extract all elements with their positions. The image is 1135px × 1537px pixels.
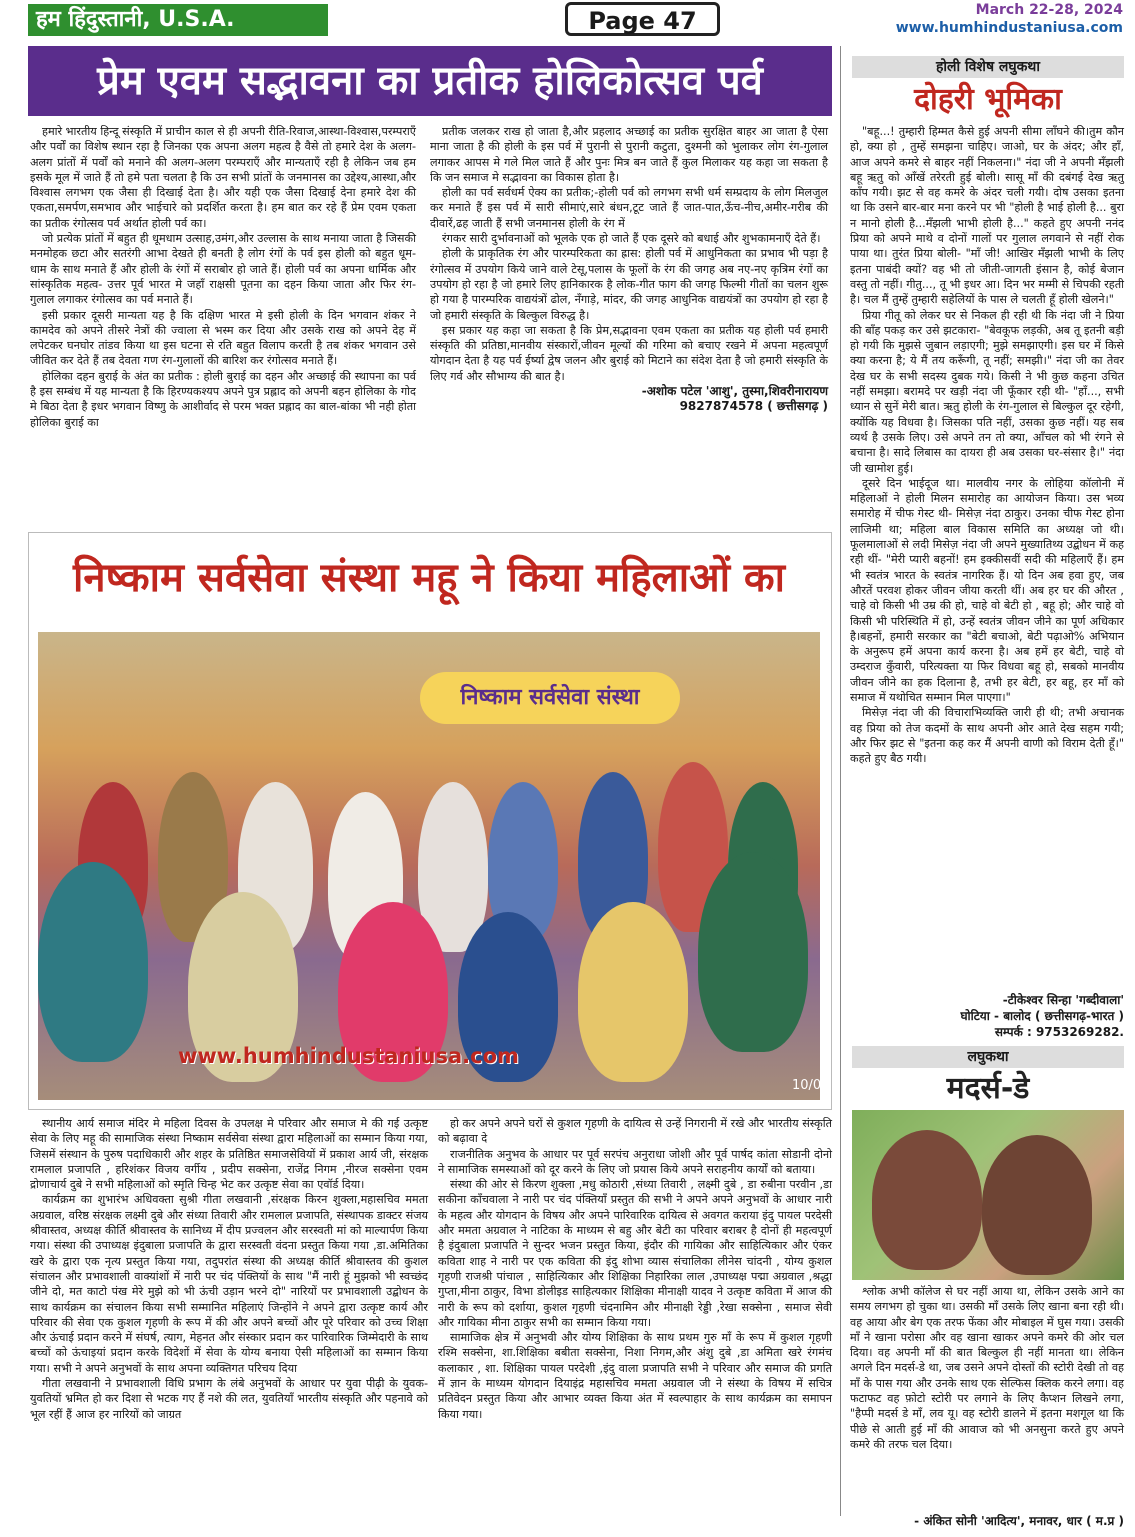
sidebar-story2-text	[850, 1284, 1124, 1452]
sidebar-story2-author: - अंकित सोनी 'आदित्य', मनावर, धार ( म.प्र )	[914, 1514, 1124, 1528]
sidebar-story2-label: लघुकथा	[852, 1046, 1124, 1068]
sidebar-story1-author	[850, 992, 1124, 1040]
sidebar-story1-title: दोहरी भूमिका	[914, 82, 1062, 117]
paragraph: प्रतीक जलकर राख हो जाता है,और प्रहलाद अच्छाई का प्रतीक सुरक्षित बाहर आ जाता है ऐसा माना जाता है की होली के इस पर्व में पुरानी से पुरानी कटुता, दुश्मनी को भुलाकर लोग रंग-गुलाल लगाकर आपस मे गले मिल जाते हैं और पुनः मित्र बन जाते हैं कुल मिलाकर यह कहा जा सकता है कि जन समाज मे सद्भावना का विकास होता है।	[430, 125, 828, 184]
newspaper-brand: हम हिंदुस्तानी, U.S.A.	[28, 4, 328, 36]
article2-headline: निष्काम सर्वसेवा संस्था महू ने किया महिलाओं का	[73, 555, 785, 601]
article2-right-column	[438, 1116, 832, 1422]
paragraph: दूसरे दिन भाईदूज था। मालवीय नगर के लोहिया कॉलोनी में महिलाओं ने होली मिलन समारोह का आयोजन किया। उस भव्य समारोह में चीफ गेस्ट थी- मिसेज़ नंदा ठाकुर। उनका चीफ गेस्ट होना लाजिमी था; महिला बाल विकास समिति का अध्यक्ष जो थी। फूलमालाओं से लदी मिसेज़ नंदा जी अपने मुख्यातिथ्य उद्बोधन में कह रही थीं- "मेरी प्यारी बहनों! हम इक्कीसवीं सदी की महिलाएँ हैं। हम भी स्वतंत्र भारत के स्वतंत्र नागरिक हैं। यो दिन अब हवा हुए, जब औरतें परवश होकर जीवन जीया करती थीं। अब हर घर की औरत , चाहे वो किसी भी उम्र की हो, चाहे वो बेटी हो , बहू हो; और चाहे वो किसी भी परिस्थिति में हो, उन्हें स्वतंत्र जीवन जीने का पूर्ण अधिकार है।बहनों, हमारी सरकार का "बेटी बचाओ, बेटी पढ़ाओ% अभियान के अनुरूप हमें अपना कार्य करना है। अब हमें हर बेटी, चाहे वो उम्दराज कुँवारी, परित्यक्ता या फिर विधवा बहू हो, सबको मानवीय जीवन जीने का हक दिलाना है, तभी हर बेटी, हर बहू, हर माँ को समाज में यथोचित सम्मान मिल पाएगा।"	[850, 476, 1124, 704]
author-place: घोटिया - बालोद ( छत्तीसगढ़-भारत )	[960, 1009, 1124, 1023]
author-name: -टीकेश्वर सिन्हा 'गब्दीवाला'	[1002, 993, 1124, 1007]
photo-credit-link[interactable]: www.humhindustaniusa.com	[178, 1044, 519, 1068]
paragraph: राजनीतिक अनुभव के आधार पर पूर्व सरपंच अनुराधा जोशी और पूर्व पार्षद कांता सोडानी दोनो ने सामाजिक समस्याओं को दूर करने के लिए जो प्रयास किये अपने सराहनीय कार्यों को बताया।	[438, 1147, 832, 1176]
article2-left-column	[30, 1116, 428, 1422]
paragraph: कार्यक्रम का शुभारंभ अधिवक्ता सुश्री गीता लखवानी ,संरक्षक किरन शुक्ला,महासचिव ममता अग्रवाल, वरिष्ठ संरक्षक लक्ष्मी दुबे और संध्या तिवारी और रामलाल प्रजापति, संस्थापक डाक्टर संजय श्रीवास्तव, अध्यक्ष कीर्ति श्रीवास्तव के सानिध्य में दीप प्रज्वलन और सरस्वती मां को माल्यार्पण किया गया। संस्था की उपाध्यक्ष इंदुबाला प्रजापति के द्वारा सरस्वती वंदना प्रस्तुत किया गया ,डा.अमितिका खरे के द्वारा एक नृत्य प्रस्तुत किया गया, तदुपरांत संस्था की अध्यक्ष कीर्ति श्रीवास्तव की कुशल संचालन और प्रभावशाली वाक्यांशों में नारी पर चंद पंक्तियों के साथ "मैं नारी हूं मुझको भी स्वच्छंद जीने दो, मत काटो पंख मेरे मुझे को भी ऊंची उड़ान भरने दो" नारियों पर प्रभावशाली उद्बोधन के साथ कार्यक्रम का संचालन किया सभी सम्मानित महिलाएं जिन्होंने ने अपने द्वारा उत्कृष्ट कार्य और परिवार की सेवा एक कुशल गृहणी के रूप में की और अपने बच्चों और पूरे परिवार को उच्च शिक्षा और ऊंचाई प्रदान करने में संघर्ष, त्याग, मेहनत और संस्कार प्रदान कर पारिवारिक जिम्मेदारी के साथ बच्चों को ऊंचाइयां प्रदान करके विदेशों में सेवा के योग्य बनाया ऐसी महिलाओं का सम्मान किया गया। सभी ने अपने अनुभवों के साथ अपना व्यक्तिगत परिचय दिया	[30, 1193, 428, 1375]
article1-phone: 9827874578 ( छत्तीसगढ़ )	[679, 399, 828, 414]
author-contact: सम्पर्क : 9753269282.	[994, 1025, 1124, 1039]
paragraph: संस्था की ओर से किरण शुक्ला ,मधु कोठारी ,संध्या तिवारी , लक्ष्मी दुबे , डा रुबीना परवीन ,डा सकीना काँचवाला ने नारी पर चंद पंक्तियाँ प्रस्तुत की सभी ने अपने अपने अनुभवों के आधार नारी के महत्व और योगदान के विषय और अपने पारिवारिक दायित्व से अवगत कराया इंदु पायल परदेसी और ममता अग्रवाल ने नाटिका के माध्यम से बहु और बेटी का परिवार बराबर है दोनों ही महत्वपूर्ण है इंदुबाला प्रजापति ने सुन्दर भजन प्रस्तुत किया, इंदौर की गायिका और साहित्यिकार और एंकर कविता शाह ने नारी पर एक कविता की इंदु शोभा व्यास संचालिका लीनेस चांदनी , योग्य कुशल गृहणी राजश्री पांचाल , साहित्यिकार और शिक्षिका निहारिका लाल ,उपाध्यक्ष पद्मा अग्रवाल ,श्रद्धा गुप्ता,मीना ठाकुर, विभा डोलीइड साहित्यकार शिक्षिका मीनाक्षी यादव ने उत्कृष्ट कविता में आज की नारी के रूप को दर्शाया, कुशल गृहणी चंदनामिन और मीनाक्षी रेड्डी ,रेखा सक्सेना , समाज सेवी और गायिका मीना ठाकुर सभी का सम्मान किया गया।	[438, 1178, 832, 1329]
paragraph: इस प्रकार यह कहा जा सकता है कि प्रेम,सद्भावना एवम एकता का प्रतीक यह होली पर्व हमारी संस्कृति की प्रतिष्ठा,मानवीय संस्कारों,जीवन मूल्यों की गरिमा को बचाए रखने में अपना महत्वपूर्ण योगदान देता है यह पर्व ईर्ष्या द्वेष जलन और बुराई को मिटाने का संदेश देता है जो हमारी संस्कृति के लिए गर्व और सौभाग्य की बात है।	[430, 323, 828, 383]
paragraph: गीता लखवानी ने प्रभावशाली विधि प्रभाग के लंबे अनुभवों के आधार पर युवा पीढ़ी के युवक-युवतियों भ्रमित हो कर दिशा से भटक गए हैं नशे की लत, युवतियाँ भारतीय संस्कृति और पहनावे को भूल रहीं हैं आज हर नारियों को जाग्रत	[30, 1377, 428, 1421]
sidebar-story2-title: मदर्स-डे	[946, 1071, 1030, 1106]
website-link[interactable]: www.humhindustaniusa.com	[895, 20, 1123, 36]
paragraph: "बहू...! तुम्हारी हिम्मत कैसे हुई अपनी सीमा लाँघने की।तुम कौन हो, क्या हो , तुम्हें समझना चाहिए। जाओ, घर के अंदर; और हाँ, आज अपने कमरे से बाहर नहीं निकलना।" नंदा जी ने अपनी मँझली बहू ऋतु को आँखें तरेरती हुई बोली। सासू माँ की दबंगई देख ऋतु काँप गयी। झट से वह कमरे के अंदर चली गयी। दोष उसका इतना था कि उसने बार-बार मना करने पर भी "होली है भाई होली है... बुरा न मानो होली है...मँझली भाभी होली है..." कहते हुए अपनी ननंद प्रिया को अपने माथे व दोनों गालों पर गुलाल लगवाने से नहीं रोक पाया था। तुरंत प्रिया बोली- "माँ जी! आखिर मँझली भाभी के लिए इतना पाबंदी क्यों? वह भी तो जीती-जागती इंसान है, कोई बेजान वस्तु तो नहीं। गीतु..., तू भी इधर आ। दिन भर मम्मी से चिपकी रहती है। चल मैं तुम्हें तुम्हारी सहेलियों के पास ले चलती हूँ होली खेलने।"	[850, 125, 1124, 307]
paragraph: होली के प्राकृतिक रंग और पारम्परिकता का ह्रास: होली पर्व में आधुनिकता का प्रभाव भी पड़ा है रंगोत्सव में उपयोग किये जाने वाले टेसू,पलास के फूलों के रंग की जगह अब नए-नए कृत्रिम रंगों का उपयोग हो रहा है जो हमारे लिए हानिकारक है लोक-गीत फाग की जगह फिल्मी गीतों का चलन शुरू हो गया है पारम्परिक वाद्ययंत्रों ढोल, नँगाड़े, मांदर, की जगह आधुनिक वाद्ययंत्रों का उपयोग हो रहा है जो हमारी संस्कृति के बिल्कुल विरुद्ध है।	[430, 247, 828, 322]
mother-daughter-photo	[852, 1110, 1124, 1280]
photo-timestamp: 10/0	[792, 1078, 822, 1093]
article1-headline: प्रेम एवम सद्भावना का प्रतीक होलिकोत्सव पर्व	[28, 46, 832, 116]
paragraph: इसी प्रकार दूसरी मान्यता यह है कि दक्षिण भारत मे इसी होली के दिन भगवान शंकर ने कामदेव को अपने तीसरे नेत्रों की ज्वाला से भस्म कर दिया और उसके राख को अपने देह में लपेटकर घनघोर तांडव किया था इस घटना से रति बहुत विलाप करती है तब शंकर भगवान उसे जीवित कर देते हैं तब देवता गण रंग-गुलालों की बारिश कर रंगोत्सव मनाते हैं।	[30, 308, 416, 368]
paragraph: जो प्रत्येक प्रांतों में बहुत ही धूमधाम उत्साह,उमंग,और उल्लास के साथ मनाया जाता है जिसकी मनमोहक छटा और सतरंगी आभा देखते ही बनती है लोग रंगों के पर्व इस होली को बहुत धूम-धाम के साथ मनाते हैं और होली के रंगों में सराबोर हो जाते हैं। होली पर्व का अपना धार्मिक और सांस्कृतिक महत्व- उत्तर पूर्व भारत मे जहाँ राक्षसी पूतना का दहन किया जाता और फिर रंग- गुलाल लगाकर रंगोत्सव का पर्व मनाते हैं।	[30, 232, 416, 307]
paragraph: मिसेज़ नंदा जी की विचाराभिव्यक्ति जारी ही थी; तभी अचानक वह प्रिया को तेज कदमों के साथ अपनी ओर आते देख सहम गयी; और फिर झट से "इतना कह कर मैं अपनी वाणी को विराम देती हूँ।" कहते हुए बैठ गयी।	[850, 706, 1124, 766]
paragraph: श्लोक अभी कॉलेज से घर नहीं आया था, लेकिन उसके आने का समय लगभग हो चुका था। उसकी माँ उसके लिए खाना बना रही थी। वह आया और बेग एक तरफ फेंका और मोबाइल में घुस गया। उसकी माँ ने खाना परोसा और वह खाना खाकर अपने कमरे की ओर चल दिया। वह अपनी माँ की बात बिल्कुल ही नहीं मानता था। लेकिन अगले दिन मदर्स-डे था, जब उसने अपने दोस्तों की स्टोरी देखी तो वह माँ के पास गया और उनके साथ एक सेल्फिस क्लिक करने लगा। वह फटाफट वह फ़ोटो स्टोरी पर लगाने के लिए कैप्शन लिखने लगा, "हैप्पी मदर्स डे माँ, लव यू। वह स्टोरी डालने में इतना मशगूल था कि पीछे से आती हुई माँ की आवाज को भी अनसुना करते हुए अपने कमरे की तरफ चल दिया।	[850, 1285, 1124, 1451]
paragraph: प्रिया गीतू को लेकर घर से निकल ही रही थी कि नंदा जी ने प्रिया की बाँह पकड़ कर उसे झटकारा- "बेवकूफ लड़की, अब तू इतनी बड़ी हो गयी कि मुझसे जुबान लड़ाएगी; मुझे समझाएगी। इस घर में किसे क्या करना है; ये मैं तय करूँगी, तू नहीं; समझी।" नंदा जी का तेवर देख घर के सभी सदस्य दुबक गये। किसी ने भी कुछ कहना उचित नहीं समझा। बरामदे पर खड़ी नंदा जी फूँकार रही थी- "हाँ..., सभी ध्यान से सुनें मेरी बात। ऋतु होली के रंग-गुलाल से बिल्कुल दूर रहेगी, क्योंकि यह विधवा है। जिसका पति नहीं, उसका कुछ नहीं। यह सब व्यर्थ है उसके लिए। उसे अपने तन तो क्या, आँचल को भी रंगने से बचाना है। सादे लिबास का दायरा ही अब उसका घर-संसार है।" नंदा जी खामोश हुई।	[850, 308, 1124, 475]
sidebar-story1-label: होली विशेष लघुकथा	[852, 56, 1124, 78]
paragraph: होलिका दहन बुराई के अंत का प्रतीक : होली बुराई का दहन और अच्छाई की स्थापना का पर्व है इस सम्बंध में यह मान्यता है कि हिरण्यकश्यप अपने पुत्र प्रह्लाद को अपनी बहन होलिका के गोद मे बिठा देता है इधर भगवान विष्णु के आशीर्वाद से परम भक्त प्रह्लाद का बाल-बांका भी नही होता होलिका बुराई का	[30, 369, 416, 429]
article1-left-column	[30, 124, 416, 430]
sidebar-divider	[840, 46, 841, 1516]
article1-right-column	[430, 124, 828, 415]
sidebar-story1-text	[850, 124, 1124, 766]
page-number: Page 47	[565, 2, 720, 36]
issue-date: March 22-28, 2024	[975, 2, 1123, 18]
paragraph: रंगकर सारी दुर्भावनाओं को भूलके एक हो जाते हैं एक दूसरे को बधाई और शुभकामनाएँ देते हैं।	[442, 232, 821, 246]
article1-author: -अशोक पटेल 'आशु', तुस्मा,शिवरीनारायण	[641, 384, 828, 399]
paragraph: सामाजिक क्षेत्र में अनुभवी और योग्य शिक्षिका के साथ प्रथम गुरु माँ के रूप में कुशल गृहणी रश्मि सक्सेना, शा.शिक्षिका बबीता सक्सेना, निशा निगम,और अंशु दुबे ,डा अमिता खरे रंगमंच कलाकार , शा. शिक्षिका पायल परदेशी ,इंदु वाला प्रजापति सभी ने परिवार और समाज की प्रगति में ज्ञान के माध्यम योगदान दियाइंद्र महासचिव ममता अग्रवाल जी ने संस्था के विषय में सचित्र प्रतिवेदन प्रस्तुत किया और आभार व्यक्त किया अंत में स्वल्पाहार के साथ कार्यक्रम का समापन किया गया।	[438, 1331, 832, 1421]
photo-banner-text: निष्काम सर्वसेवा संस्था	[420, 672, 680, 724]
paragraph: स्थानीय आर्य समाज मंदिर मे महिला दिवस के उपलक्ष मे परिवार और समाज मे की गई उत्कृष्ट सेवा के लिए महू की सामाजिक संस्था निष्काम सर्वसेवा संस्था द्वारा महिलाओं का सम्मान किया गया, जिसमें संस्थान के पुरुष पदाधिकारी और शहर के प्रतिष्ठित समाजसेवियों में प्रकाश आर्य जी, संरक्षक रामलाल प्रजापति , हरिशंकर विजय वर्गीय , प्रदीप सक्सेना, राजेंद्र निगम ,नीरज सक्सेना एवम द्रोणाचार्य दुबे ने सभी महिलाओं को स्मृति चिन्ह भेट कर उत्कृष्ट सेवा का एवॉर्ड दिया।	[30, 1117, 428, 1192]
paragraph: होली का पर्व सर्वधर्म ऐक्य का प्रतीक;-होली पर्व को लगभग सभी धर्म सम्प्रदाय के लोग मिलजुल कर मनाते हैं इस पर्व में सारी सीमाएं,सारे बंधन,टूट जाते हैं जात-पात,ऊँच-नीच,अमीर-गरीब की दीवारें,ढह जाती हैं सभी जनमानस होली के रंग में	[430, 186, 828, 230]
paragraph: हमारे भारतीय हिन्दू संस्कृति में प्राचीन काल से ही अपनी रीति-रिवाज,आस्था-विश्वास,परम्पराएँ और पर्वों का विशेष स्थान रहा है जिनका एक अपना अलग महत्व है वैसे तो हमारे देश के अलग-अलग प्रांतों में पर्वों को मनाने की अलग-अलग परम्पराएँ और मान्यताएँ रही है लेकिन जब हम इसके मूल में जाते हैं तो हमे पता चलता है कि उन सभी प्रांतों के जनमानस का उद्देश्य,आस्था,और विश्वास लगभग एक जैसा ही दिखाई देता है। और यही एक जैसा दिखाई देना हमारे देश की एकता,समर्पण,समभाव और भाईचारे को प्रदर्शित करता है। हम बात कर रहे हैं प्रेम एवम एकता का प्रतीक रंगोत्सव पर्व अर्थात होली पर्व का।	[30, 125, 416, 230]
paragraph: हो कर अपने अपने घरों से कुशल गृहणी के दायित्व से उन्हें निगरानी में रखे और भारतीय संस्कृति को बढ़ावा दे	[438, 1117, 832, 1146]
